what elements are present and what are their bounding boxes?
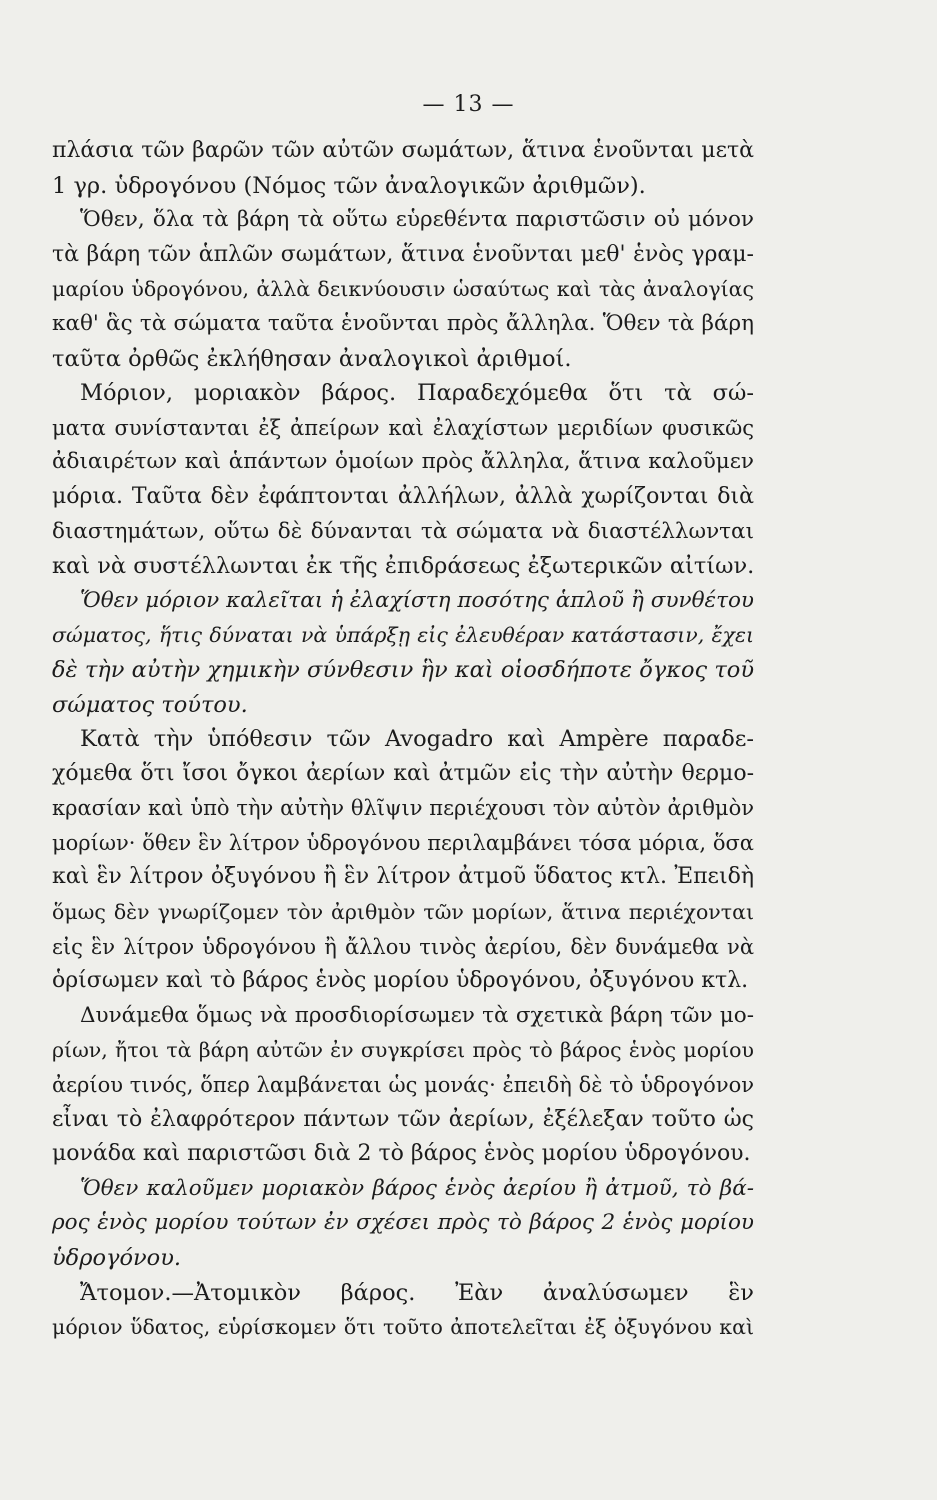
text-line: δὲ τὴν αὐτὴν χημικὴν σύνθεσιν ἣν καὶ οἱοσδήποτε ὄγκος τοῦ [52,656,754,683]
text-line: Δυνάμεθα ὅμως νὰ προσδιορίσωμεν τὰ σχετικὰ βάρη τῶν μο- [80,1002,754,1028]
page-number: — 13 — [422,92,515,117]
text-line: μαρίου ὑδρογόνου, ἀλλὰ δεικνύουσιν ὡσαύτως καὶ τὰς ἀναλογίας [52,277,754,302]
text-line: σώματος, ἥτις δύναται νὰ ὑπάρξῃ εἰς ἐλευθέραν κατάστασιν, ἔχει [52,623,754,648]
text-line: ὁρίσωμεν καὶ τὸ βάρος ἑνὸς μορίου ὑδρογόνου, ὀξυγόνου κτλ. [52,968,749,994]
text-line: Μόριον, μοριακὸν βάρος. Παραδεχόμεθα ὅτι τὰ σώ- [80,380,754,407]
text-line: τὰ βάρη τῶν ἁπλῶν σωμάτων, ἅτινα ἑνοῦνται μεθ' ἑνὸς γραμ- [52,241,754,267]
text-line: κρασίαν καὶ ὑπὸ τὴν αὐτὴν θλῖψιν περιέχουσι τὸν αὐτὸν ἀριθμὸν [52,796,754,821]
text-line: μόρια. Ταῦτα δὲν ἐφάπτονται ἀλλήλων, ἀλλὰ χωρίζονται διὰ [52,483,754,509]
text-line: καθ' ἃς τὰ σώματα ταῦτα ἑνοῦνται πρὸς ἄλληλα. Ὅθεν τὰ βάρη [52,310,754,336]
body-text [52,134,754,1345]
text-line: σώματος τούτου. [52,691,248,718]
text-line: εἶναι τὸ ἐλαφρότερον πάντων τῶν ἀερίων, ἐξέλεξαν τοῦτο ὡς [52,1106,754,1132]
text-line: Ὅθεν μόριον καλεῖται ἡ ἐλαχίστη ποσότης ἁπλοῦ ἢ συνθέτου [80,587,754,613]
text-line: ρίων, ἤτοι τὰ βάρη αὐτῶν ἐν συγκρίσει πρὸς τὸ βάρος ἑνὸς μορίου [52,1038,754,1063]
text-line: μονάδα καὶ παριστῶσι διὰ 2 τὸ βάρος ἑνὸς μορίου ὑδρογόνου. [52,1141,751,1167]
text-line: χόμεθα ὅτι ἴσοι ὄγκοι ἀερίων καὶ ἀτμῶν εἰς τὴν αὐτὴν θερμο- [52,760,754,786]
text-line: ταῦτα ὀρθῶς ἐκλήθησαν ἀναλογικοὶ ἀριθμοί. [52,345,572,372]
text-line: ἀδιαιρέτων καὶ ἁπάντων ὁμοίων πρὸς ἄλληλα, ἅτινα καλοῦμεν [52,449,754,475]
text-line: 1 γρ. ὑδρογόνου (Νόμος τῶν ἀναλογικῶν ἀριθμῶν). [52,172,646,199]
text-line: Κατὰ τὴν ὑπόθεσιν τῶν Avogadro καὶ Ampère παραδε- [80,726,754,753]
text-line: μόριον ὕδατος, εὑρίσκομεν ὅτι τοῦτο ἀποτελεῖται ἐξ ὀξυγόνου καὶ [52,1315,754,1340]
text-line: καὶ νὰ συστέλλωνται ἐκ τῆς ἐπιδράσεως ἐξωτερικῶν αἰτίων. [52,553,755,580]
text-line: ὑδρογόνου. [52,1245,182,1271]
text-line: πλάσια τῶν βαρῶν τῶν αὐτῶν σωμάτων, ἅτινα ἑνοῦνται μετὰ [52,138,754,163]
text-line: εἰς ἓν λίτρον ὑδρογόνου ἢ ἄλλου τινὸς ἀερίου, δὲν δυνάμεθα νὰ [52,934,754,959]
text-line: ματα συνίστανται ἐξ ἀπείρων καὶ ἐλαχίστων μεριδίων φυσικῶς [52,415,754,440]
text-line: Ἄτομον.—Ἀτομικὸν βάρος. Ἐὰν ἀναλύσωμεν ἓν [80,1279,754,1306]
text-line: ρος ἑνὸς μορίου τούτων ἐν σχέσει πρὸς τὸ βάρος 2 ἑνὸς μορίου [52,1210,754,1236]
text-line: Ὅθεν καλοῦμεν μοριακὸν βάρος ἑνὸς ἀερίου ἢ ἀτμοῦ, τὸ βά- [80,1175,754,1201]
text-line: ἀερίου τινός, ὅπερ λαμβάνεται ὡς μονάς· ἐπειδὴ δὲ τὸ ὑδρογόνον [52,1073,754,1098]
text-line: μορίων· ὅθεν ἓν λίτρον ὑδρογόνου περιλαμβάνει τόσα μόρια, ὅσα [52,830,754,855]
text-line: καὶ ἓν λίτρον ὀξυγόνου ἢ ἓν λίτρον ἀτμοῦ ὕδατος κτλ. Ἐπειδὴ [52,864,754,890]
text-line: Ὅθεν, ὅλα τὰ βάρη τὰ οὕτω εὑρεθέντα παριστῶσιν οὐ μόνον [80,207,754,233]
text-line: διαστημάτων, οὕτω δὲ δύνανται τὰ σώματα νὰ διαστέλλωνται [52,518,754,544]
text-line: ὅμως δὲν γνωρίζομεν τὸν ἀριθμὸν τῶν μορίων, ἅτινα περιέχονται [52,900,754,925]
